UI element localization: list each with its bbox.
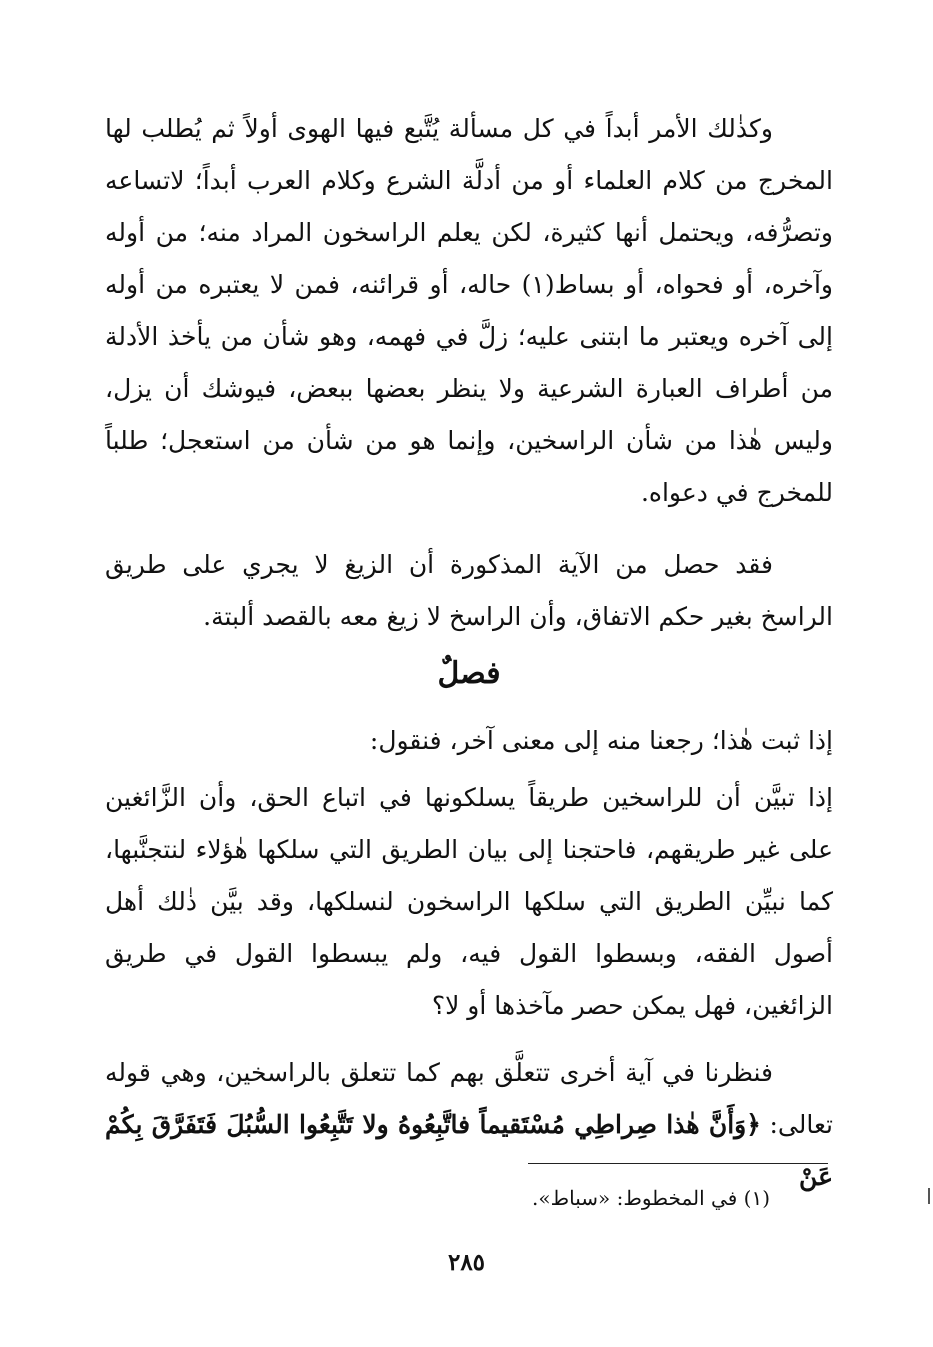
- paragraph-3-text: إذا ثبت هٰذا؛ رجعنا منه إلى معنى آخر، فنقول:: [369, 726, 833, 755]
- page-number: ٢٨٥: [447, 1249, 486, 1276]
- paragraph-2-text: فقد حصل من الآية المذكورة أن الزيغ لا يجري على طريق الراسخ بغير حكم الاتفاق، وأن الراسخ لا زيغ معه بالقصد ألبتة.: [105, 550, 833, 631]
- paragraph-1-text: وكذٰلك الأمر أبداً في كل مسألة يُتَّبع فيها الهوى أولاً ثم يُطلب لها المخرج من كلام العلماء أو من أدلَّة الشرع وكلام العرب أبداً؛ لاتساعه وتصرُّفه، ويحتمل أنها كثيرة، لكن يعلم الراسخون المراد منه؛ من أوله وآخره، أو فحواه، أو بساط(١) حاله، أو قرائنه، فمن لا يعتبره من أوله إلى آخره ويعتبر ما ابتنى عليه؛ زلَّ في فهمه، وهو شأن من يأخذ الأدلة من أطراف العبارة الشرعية ولا ينظر بعضها ببعض، فيوشك أن يزل، وليس هٰذا من شأن الراسخين، وإنما هو من شأن من استعجل؛ طلباً للمخرج في دعواه.: [105, 114, 834, 507]
- footnote-divider: [528, 1163, 828, 1164]
- paragraph-4-text: إذا تبيَّن أن للراسخين طريقاً يسلكونها في اتباع الحق، وأن الزَّائغين على غير طريقهم، فاحتجنا إلى بيان الطريق التي سلكها هٰؤلاء لنتجنَّبها، كما نبيِّن الطريق التي سلكها الراسخون لنسلكها، وقد بيَّن ذٰلك أهل أصول الفقه، وبسطوا القول فيه، ولم يبسطوا القول في طريق الزائغين، فهل يمكن حصر مآخذها أو لا؟: [105, 783, 833, 1020]
- scan-artifact: [928, 1188, 930, 1204]
- quran-verse: ﴿وَأَنَّ هٰذا صِراطِي مُسْتَقيماً فاتَّبِعُوهُ ولا تَتَّبِعُوا السُّبُلَ فَتَفَرَّقَ بِكُمْ عَنْ: [105, 1110, 833, 1191]
- paragraph-2: [105, 539, 833, 643]
- paragraph-1: [105, 103, 833, 519]
- paragraph-4: [105, 772, 833, 1032]
- footnote: (١) في المخطوط: «سباط».: [532, 1186, 770, 1210]
- section-heading: فصلٌ: [437, 656, 501, 691]
- paragraph-5-body: فنظرنا في آية أخرى تتعلَّق بهم كما تتعلق بالراسخين، وهي قوله تعالى:: [105, 1058, 833, 1139]
- paragraph-3: [105, 715, 833, 767]
